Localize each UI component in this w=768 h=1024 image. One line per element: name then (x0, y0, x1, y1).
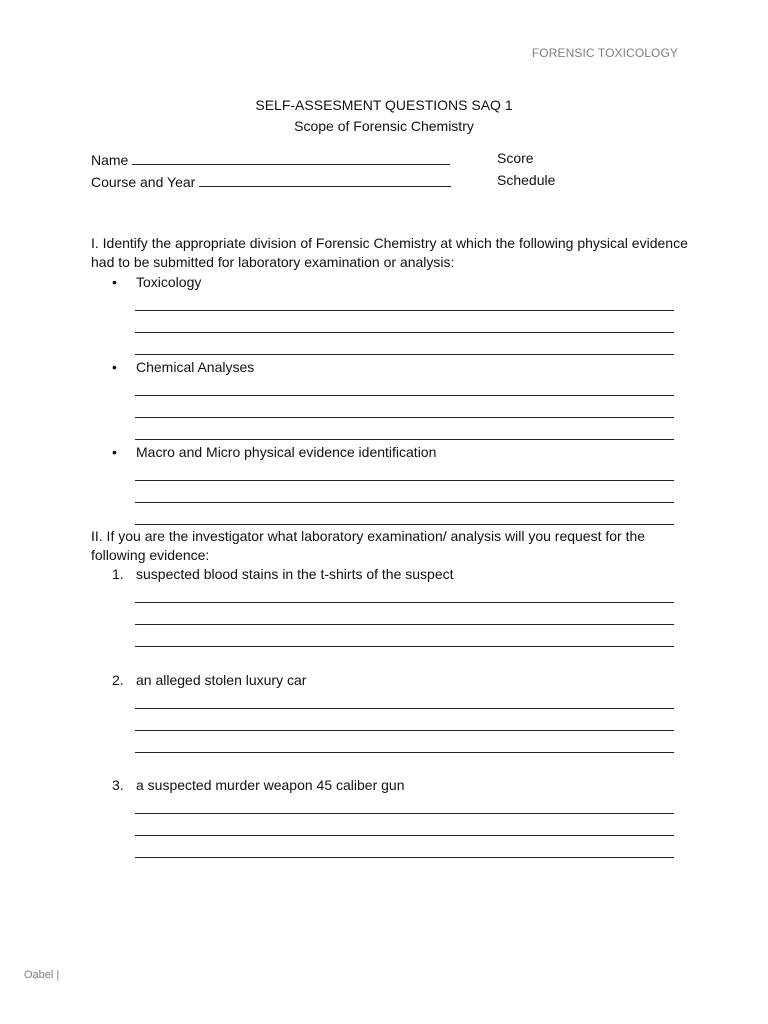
item-label: Toxicology (136, 274, 202, 290)
name-label: Name (91, 152, 129, 168)
item-number: 2. (112, 672, 124, 688)
section2-intro: II. If you are the investigator what laboratory examination/ analysis will you request for the following evidence: (91, 528, 646, 563)
item-label: an alleged stolen luxury car (136, 672, 307, 688)
section2-item-3 (112, 777, 405, 793)
page-footer: Oabel | (24, 969, 60, 981)
answer-lines[interactable] (135, 459, 674, 525)
document-title: SELF-ASSESMENT QUESTIONS SAQ 1 (255, 97, 513, 113)
schedule-field[interactable] (497, 172, 555, 188)
answer-lines[interactable] (135, 289, 674, 355)
title-block (0, 94, 768, 136)
bullet-marker: • (112, 274, 117, 290)
answer-lines[interactable] (135, 581, 674, 647)
item-label: suspected blood stains in the t-shirts of the suspect (136, 566, 454, 582)
section1-item-macro-micro (112, 444, 436, 460)
item-label: Chemical Analyses (136, 359, 255, 375)
document-subtitle: Scope of Forensic Chemistry (294, 118, 474, 134)
name-field[interactable] (91, 150, 450, 168)
course-field[interactable] (91, 172, 451, 190)
answer-lines[interactable] (135, 374, 674, 440)
answer-lines[interactable] (135, 792, 674, 858)
name-blank[interactable] (132, 150, 450, 165)
section2-item-2 (112, 672, 306, 688)
answer-lines[interactable] (135, 687, 674, 753)
section2-item-1 (112, 566, 454, 582)
section1-intro: I. Identify the appropriate division of Forensic Chemistry at which the following physical evidence had to be submitted for laboratory examination or analysis: (91, 235, 688, 270)
bullet-marker: • (112, 359, 117, 375)
section1-item-toxicology (112, 274, 201, 290)
course-label: Course and Year (91, 174, 196, 190)
bullet-marker: • (112, 444, 117, 460)
schedule-label: Schedule (497, 172, 556, 188)
item-label: Macro and Micro physical evidence identification (136, 444, 437, 460)
item-label: a suspected murder weapon 45 caliber gun (136, 777, 405, 793)
item-number: 3. (112, 777, 124, 793)
section1-item-chemical-analyses (112, 359, 254, 375)
score-field[interactable] (497, 150, 534, 166)
score-label: Score (497, 150, 534, 166)
course-blank[interactable] (199, 172, 451, 187)
running-header: FORENSIC TOXICOLOGY (531, 46, 678, 60)
item-number: 1. (112, 566, 124, 582)
